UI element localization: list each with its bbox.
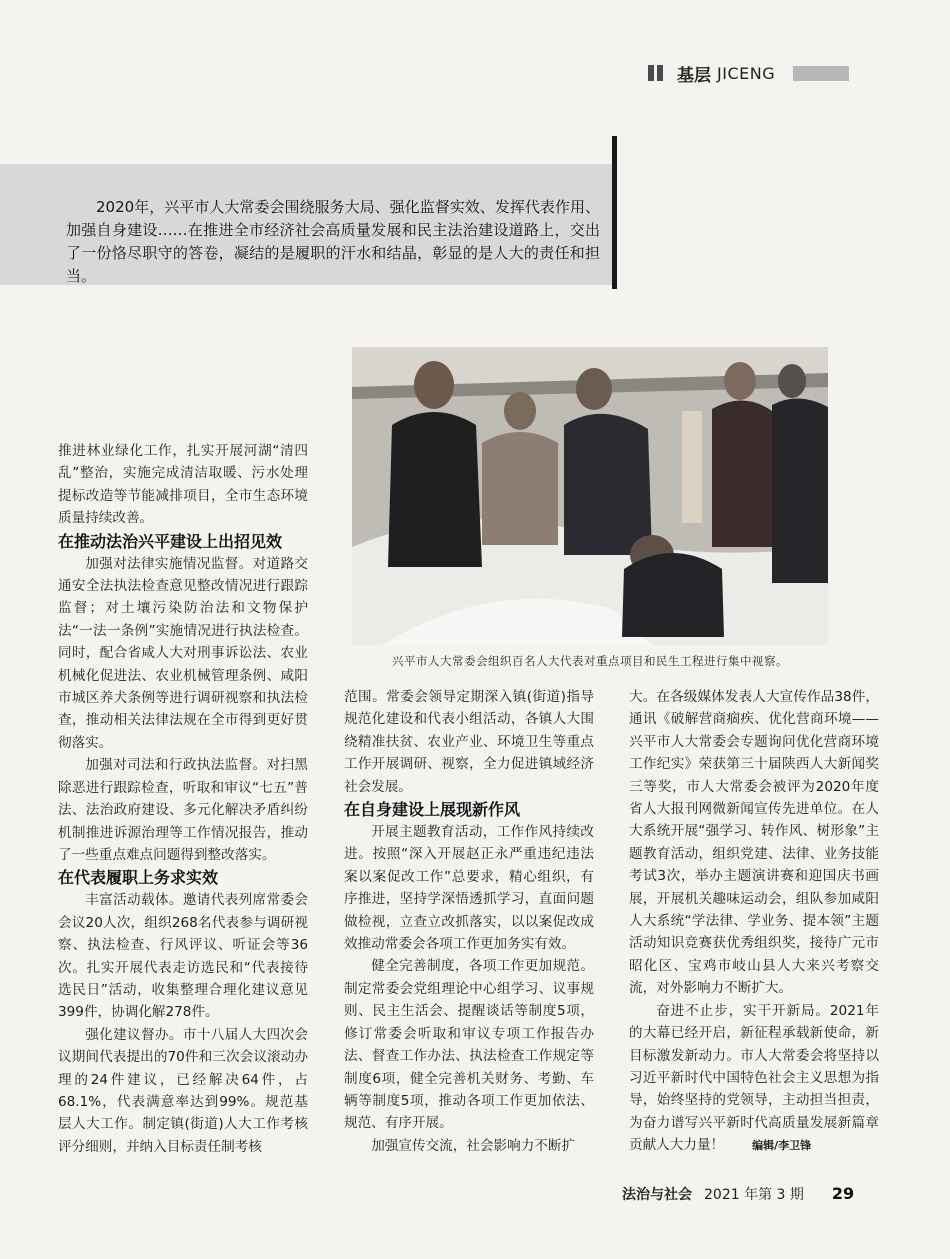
- paragraph: 开展主题教育活动，工作作风持续改进。按照“深入开展赵正永严重违纪违法案以案促改工作”总要求，精心组织，有序推进，坚持学深悟透抓学习，直面问题做检视，立查立改抓落实，以以案促改成效推动常委会各项工作更加务实有效。: [344, 824, 594, 953]
- section-title-en: JICENG: [717, 63, 776, 83]
- editor-credit: 编辑/李卫锋: [752, 1139, 812, 1153]
- news-photo: [352, 347, 828, 645]
- article-column-3: [629, 686, 879, 1158]
- section-header-block: [793, 66, 849, 81]
- paragraph: 加强宣传交流，社会影响力不断扩: [371, 1137, 576, 1154]
- paragraph: 范围。常委会领导定期深入镇(街道)指导规范化建设和代表小组活动，各镇人大围绕精准扶贫、农业产业、环境卫生等重点工作开展调研、视察，全力促进镇域经济社会发展。: [344, 689, 594, 795]
- paragraph: 丰富活动载体。邀请代表列席常委会会议20人次，组织268名代表参与调研视察、执法检查、行风评议、听证会等36次。扎实开展代表走访选民和“代表接待选民日”活动，收集整理合理化建议意见399件，协调化解278件。: [58, 892, 308, 1021]
- photo-caption: 兴平市人大常委会组织百名人大代表对重点项目和民生工程进行集中视察。: [392, 654, 788, 668]
- news-photo-illustration: [352, 347, 828, 645]
- intro-text: 2020年，兴平市人大常委会围绕服务大局、强化监督实效、发挥代表作用、加强自身建设……在推进全市经济社会高质量发展和民主法治建设道路上，交出了一份恪尽职守的答卷，凝结的是履职的汗水和结晶，彰显的是人大的责任和担当。: [66, 198, 600, 285]
- paragraph: 加强对司法和行政执法监督。对扫黑除恶进行跟踪检查，听取和审议“七五”普法、法治政府建设、多元化解决矛盾纠纷机制推进诉源治理等工作情况报告，推动了一些重点难点问题得到整改落实。: [58, 757, 308, 863]
- paragraph: 大。在各级媒体发表人大宣传作品38件，通讯《破解营商痼疾、优化营商环境——兴平市人大常委会专题询问优化营商环境工作纪实》荣获第三十届陕西人大新闻奖三等奖，市人大常委会被评为2020年度省人大报刊网微新闻宣传先进单位。在人大系统开展“强学习、转作风、树形象”主题教育活动，组织党建、法律、业务技能考试3次，举办主题演讲赛和迎国庆书画展，开展机关趣味运动会，组队参加咸阳人大系统“学法律、学业务、提本领”主题活动知识竞赛获优秀组织奖，接待广元市昭化区、宝鸡市岐山县人大来兴考察交流，对外影响力不断扩大。: [629, 689, 879, 997]
- paragraph: 推进林业绿化工作，扎实开展河湖“清四乱”整治，实施完成清洁取暖、污水处理提标改造等节能减排项目，全市生态环境质量持续改善。: [58, 443, 308, 527]
- intro-vertical-rule: [612, 136, 617, 289]
- issue-label: 2021 年第 3 期: [704, 1187, 804, 1203]
- page-number: 29: [831, 1184, 855, 1203]
- section-header: [648, 62, 849, 84]
- page-footer: [622, 1184, 854, 1204]
- paragraph: [629, 1000, 879, 1158]
- article-column-1: [58, 440, 308, 1158]
- section-title-cn: 基层: [677, 65, 711, 86]
- paragraph: 强化建议督办。市十八届人大四次会议期间代表提出的70件和三次会议滚动办理的24件建议，已经解决64件，占68.1%，代表满意率达到99%。规范基层人大工作。制定镇(街道)人大工作考核评分细则，并纳入目标责任制考核: [58, 1026, 308, 1155]
- closing-paragraph-text: 奋进不止步，实干开新局。2021年的大幕已经开启，新征程承载新使命，新目标激发新动力。市人大常委会将坚持以习近平新时代中国特色社会主义思想为指导，始终坚持的党领导，主动担当担责，为奋力谱写兴平新时代高质量发展新篇章贡献人大力量！: [629, 1002, 879, 1154]
- section-heading: 在自身建设上展现新作风: [344, 800, 521, 820]
- article-column-2: [344, 686, 594, 1157]
- section-heading: 在推动法治兴平建设上出招见效: [58, 531, 283, 551]
- magazine-name: 法治与社会: [622, 1187, 692, 1203]
- paragraph: 加强对法律实施情况监督。对道路交通安全法执法检查意见整改情况进行跟踪监督；对土壤污染防治法和文物保护法“一法一条例”实施情况进行执法检查。同时，配合省咸人大对刑事诉讼法、农业机械化促进法、农业机械管理条例、咸阳市城区养犬条例等进行调研视察和执法检查，推动相关法律法规在全市得到更好贯彻落实。: [58, 555, 308, 751]
- section-heading: 在代表履职上务求实效: [58, 868, 219, 888]
- paragraph: 健全完善制度，各项工作更加规范。制定常委会党组理论中心组学习、议事规则、民主生活会、提醒谈话等制度5项，修订常委会听取和审议专项工作报告办法、督查工作办法、执法检查工作规定等制度6项，健全完善机关财务、考勤、车辆等制度5项，推动各项工作更加依法、规范、有序开展。: [344, 958, 594, 1132]
- section-header-bars: [648, 65, 663, 81]
